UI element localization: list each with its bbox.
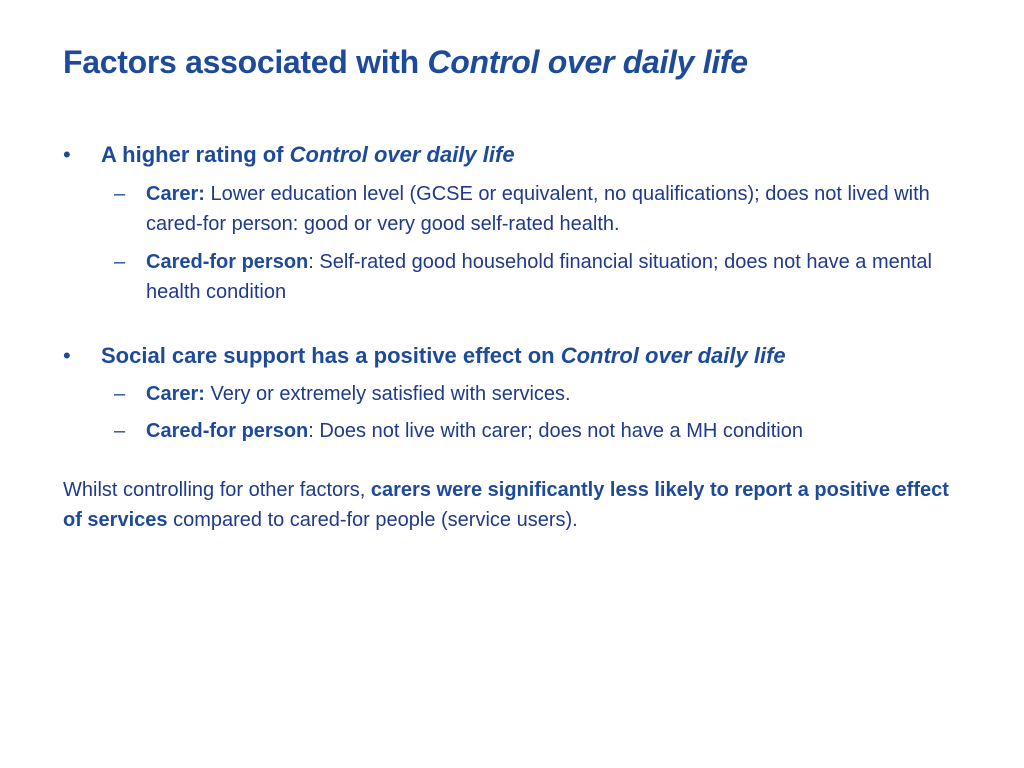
sub-item-label: Cared-for person [146, 420, 309, 442]
bullet-dot-icon: • [63, 142, 71, 167]
sub-item-cared-for-person [114, 247, 986, 307]
bullet-heading [63, 140, 993, 170]
bullet-heading-prefix: Social care support has a positive effect on [101, 343, 561, 368]
title-prefix: Factors associated with [63, 44, 428, 80]
sub-item-label: Carer: [146, 183, 205, 205]
bullet-heading [63, 341, 993, 371]
bullet-higher-rating [63, 140, 993, 307]
summary-prefix: Whilst controlling for other factors, [63, 479, 371, 501]
page-title [63, 38, 748, 86]
sub-item-label: Cared-for person [146, 251, 309, 273]
sub-item-carer [114, 379, 986, 409]
dash-icon: – [114, 183, 126, 205]
sub-item-cared-for-person [114, 416, 986, 446]
bullet-heading-emphasis: Control over daily life [560, 343, 786, 368]
sub-item-label: Carer: [146, 383, 205, 405]
sub-item-text: : Does not live with carer; does not have a MH condition [308, 420, 803, 442]
bullet-dot-icon: • [63, 343, 71, 368]
dash-icon: – [114, 420, 126, 442]
bullet-social-care-support [63, 341, 993, 446]
dash-icon: – [114, 251, 126, 273]
summary-paragraph [63, 475, 963, 535]
sub-item-text: Lower education level (GCSE or equivalent, no qualifications); does not lived with cared-for person: good or very good self-rated health. [146, 183, 930, 235]
summary-bold: carers were significantly less likely to report a positive effect of services [63, 479, 949, 531]
sub-item-text: Very or extremely satisfied with services. [204, 383, 571, 405]
bullet-heading-prefix: A higher rating of [101, 142, 290, 167]
title-emphasis: Control over daily life [427, 44, 748, 80]
summary-suffix: compared to cared-for people (service users). [167, 509, 578, 531]
sub-item-carer [114, 179, 986, 239]
dash-icon: – [114, 383, 126, 405]
sub-item-text: : Self-rated good household financial situation; does not have a mental health condition [146, 251, 932, 303]
bullet-heading-emphasis: Control over daily life [289, 142, 515, 167]
